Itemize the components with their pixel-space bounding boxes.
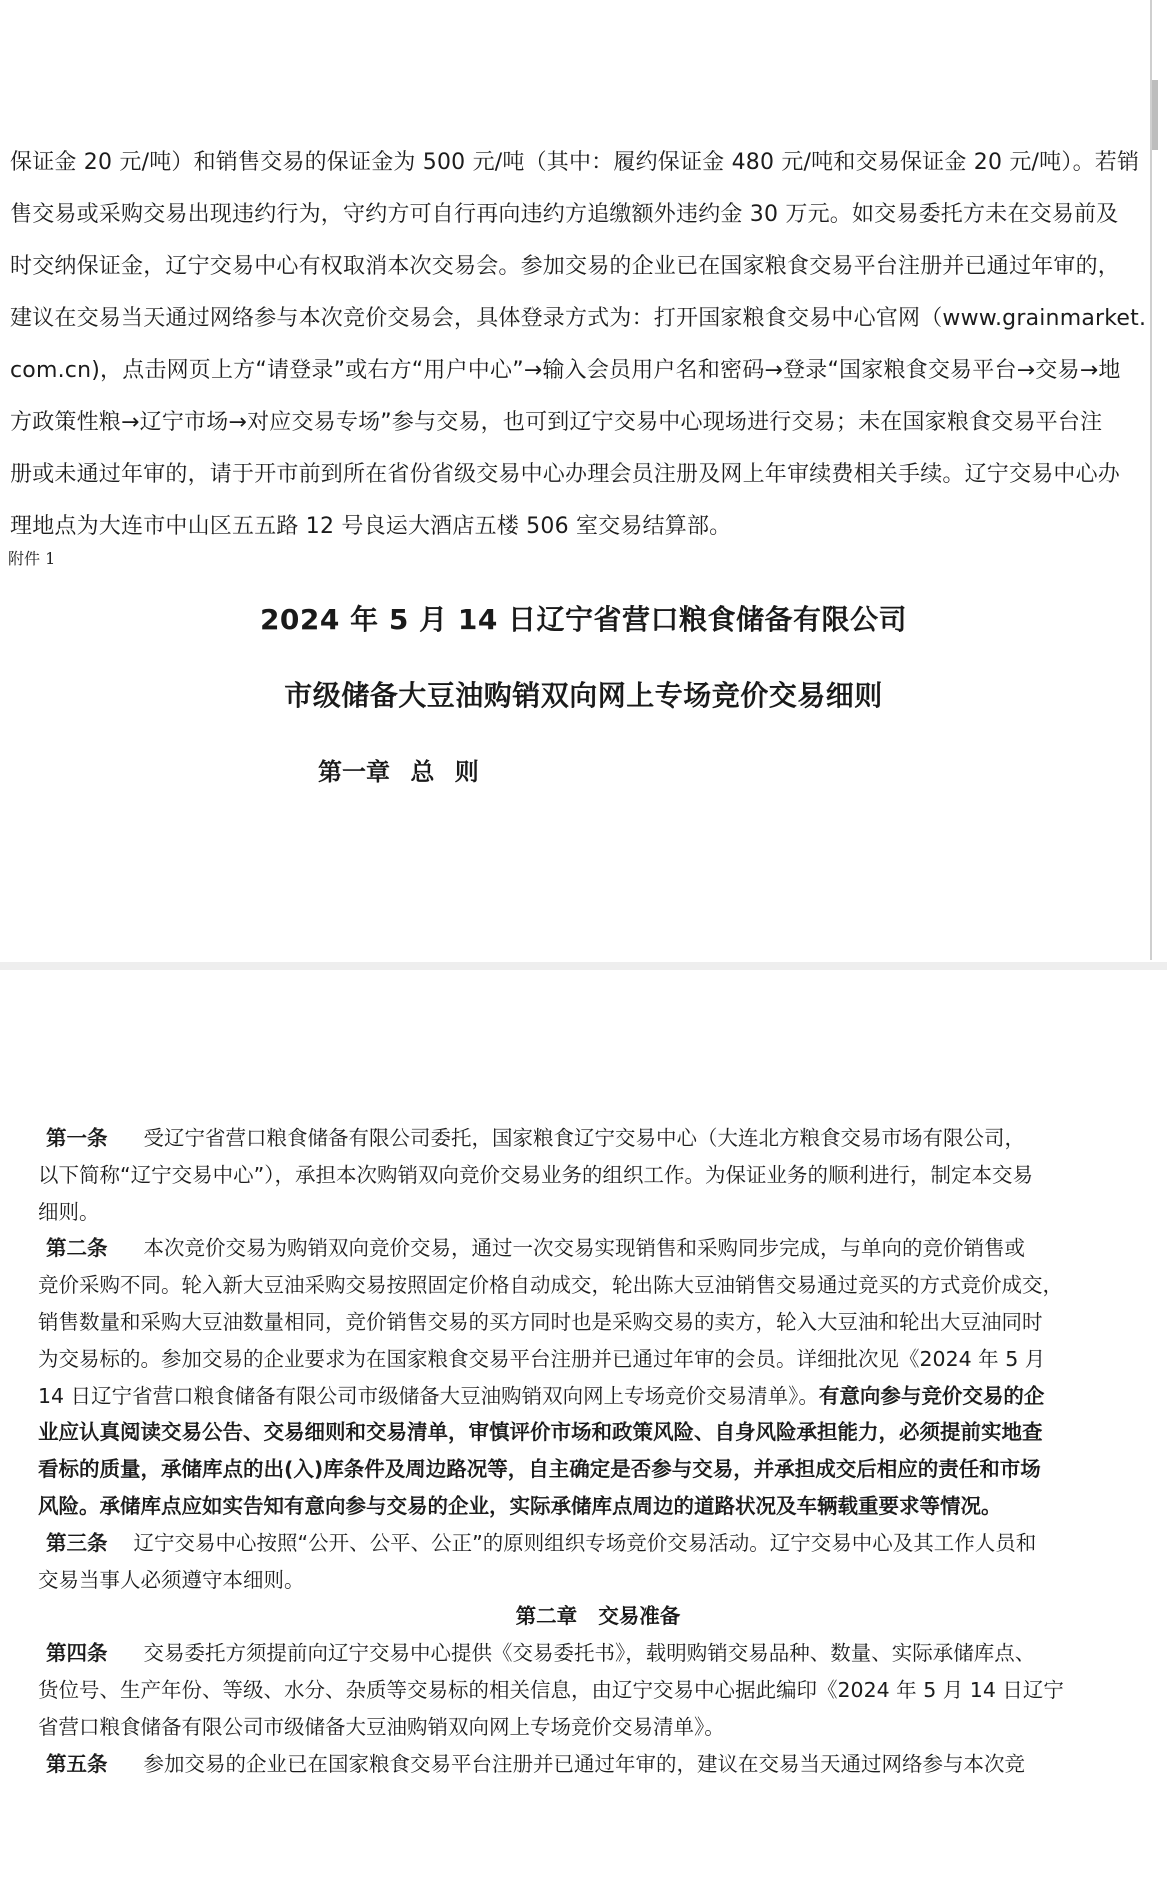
article-4-label: 第四条 <box>46 1641 108 1666</box>
article-2-line <box>38 1230 1158 1267</box>
intro-paragraph <box>10 137 1160 553</box>
intro-line: 保证金 20 元/吨）和销售交易的保证金为 500 元/吨（其中：履约保证金 480 元/吨和交易保证金 20 元/吨）。若销 <box>10 150 1140 175</box>
article-2-line: 为交易标的。参加交易的企业要求为在国家粮食交易平台注册并已通过年审的会员。详细批次见《2024 年 5 月 <box>38 1346 1046 1371</box>
article-1-line <box>38 1120 1158 1157</box>
article-2-text: 本次竞价交易为购销双向竞价交易，通过一次交易实现销售和采购同步完成，与单向的竞价销售或 <box>143 1236 1025 1261</box>
intro-line: 册或未通过年审的，请于开市前到所在省份省级交易中心办理会员注册及网上年审续费相关手续。辽宁交易中心办 <box>10 462 1121 487</box>
page-divider <box>0 962 1167 970</box>
attachment-label: 附件 1 <box>8 549 56 568</box>
article-3-text: 辽宁交易中心按照“公开、公平、公正”的原则组织专场竞价交易活动。辽宁交易中心及其工作人员和 <box>133 1530 1037 1555</box>
document-title-line-1: 2024 年 5 月 14 日辽宁省营口粮食储备有限公司 <box>259 603 908 636</box>
intro-line: 售交易或采购交易出现违约行为，守约方可自行再向违约方追缴额外违约金 30 万元。如交易委托方未在交易前及 <box>10 202 1119 227</box>
intro-line: 建议在交易当天通过网络参与本次竞价交易会，具体登录方式为：打开国家粮食交易中心官网（www.grainmarket. <box>10 306 1147 331</box>
article-1-text: 受辽宁省营口粮食储备有限公司委托，国家粮食辽宁交易中心（大连北方粮食交易市场有限公司， <box>143 1126 1025 1150</box>
article-1-label: 第一条 <box>46 1126 108 1150</box>
article-2-line: 竞价采购不同。轮入新大豆油采购交易按照固定价格自动成交，轮出陈大豆油销售交易通过竞买的方式竞价成交， <box>38 1273 1063 1298</box>
scrollbar-thumb[interactable] <box>1152 80 1158 150</box>
article-1-line: 以下简称“辽宁交易中心”），承担本次购销双向竞价交易业务的组织工作。为保证业务的顺利进行，制定本交易 <box>38 1162 1033 1187</box>
article-3-label: 第三条 <box>46 1530 108 1555</box>
article-2-bold-text: 有意向参与竞价交易的企 <box>818 1383 1045 1408</box>
document-title-line-2: 市级储备大豆油购销双向网上专场竞价交易细则 <box>284 679 883 712</box>
article-4-line: 货位号、生产年份、等级、水分、杂质等交易标的相关信息，由辽宁交易中心据此编印《2024 年 5 月 14 日辽宁 <box>38 1677 1064 1702</box>
article-2-bold-line: 看标的质量，承储库点的出(入)库条件及周边路况等，自主确定是否参与交易，并承担成交后相应的责任和市场 <box>38 1457 1041 1482</box>
article-4-text: 交易委托方须提前向辽宁交易中心提供《交易委托书》，载明购销交易品种、数量、实际承储库点、 <box>143 1641 1036 1666</box>
intro-line: 方政策性粮→辽宁市场→对应交易专场”参与交易，也可到辽宁交易中心现场进行交易；未在国家粮食交易平台注 <box>10 410 1103 435</box>
article-1-line: 细则。 <box>38 1199 100 1224</box>
article-5-line <box>38 1746 1158 1783</box>
article-4-line: 省营口粮食储备有限公司市级储备大豆油购销双向网上专场竞价交易清单》。 <box>38 1714 725 1739</box>
chapter-2-heading: 第二章 交易准备 <box>515 1604 681 1629</box>
intro-line: com.cn)，点击网页上方“请登录”或右方“用户中心”→输入会员用户名和密码→登录“国家粮食交易平台→交易→地 <box>10 358 1121 383</box>
chapter-1-heading: 第一章 总 则 <box>318 758 479 786</box>
article-3-line: 交易当事人必须遵守本细则。 <box>38 1567 305 1592</box>
article-5-text: 参加交易的企业已在国家粮食交易平台注册并已通过年审的，建议在交易当天通过网络参与本次竞 <box>143 1751 1025 1776</box>
articles-body <box>38 1120 1158 1782</box>
intro-line: 时交纳保证金，辽宁交易中心有权取消本次交易会。参加交易的企业已在国家粮食交易平台注册并已通过年审的， <box>10 254 1121 279</box>
article-2-line <box>38 1378 1158 1415</box>
article-2-label: 第二条 <box>46 1236 108 1261</box>
article-2-bold-line: 业应认真阅读交易公告、交易细则和交易清单，审慎评价市场和政策风险、自身风险承担能力，必须提前实地查 <box>38 1420 1043 1445</box>
article-2-text: 14 日辽宁省营口粮食储备有限公司市级储备大豆油购销双向网上专场竞价交易清单》。 <box>38 1383 819 1408</box>
article-4-line <box>38 1635 1158 1672</box>
article-5-label: 第五条 <box>46 1751 108 1776</box>
intro-line: 理地点为大连市中山区五五路 12 号良运大酒店五楼 506 室交易结算部。 <box>10 514 732 539</box>
article-3-line <box>38 1525 1158 1562</box>
article-2-bold-line: 风险。承储库点应如实告知有意向参与交易的企业，实际承储库点周边的道路状况及车辆载重要求等情况。 <box>38 1493 1002 1518</box>
article-2-line: 销售数量和采购大豆油数量相同，竞价销售交易的买方同时也是采购交易的卖方，轮入大豆油和轮出大豆油同时 <box>38 1309 1043 1334</box>
